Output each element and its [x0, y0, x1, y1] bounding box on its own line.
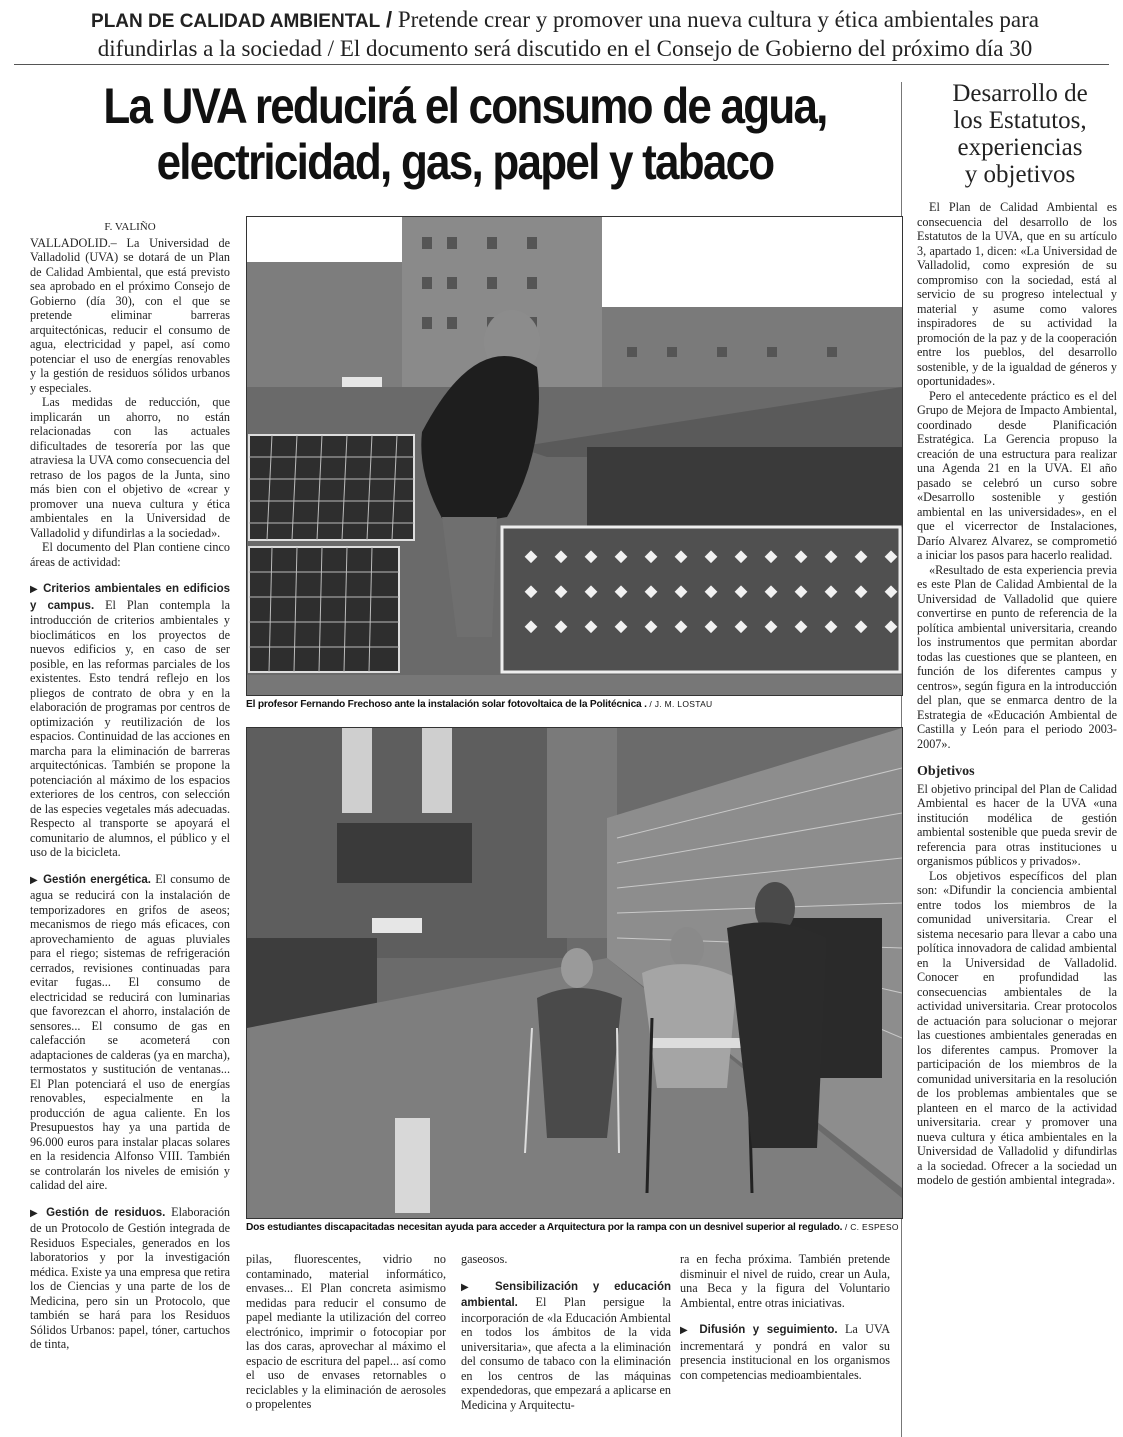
section-text: El Plan contempla la introducción de criterios ambientales y bioclimáticos en los proyectos de nuevos edificios y, en caso de ser posible, en las reformas parciales de los existentes. Esto tendrá reflejo en los pliegos de contrato de obra y en la elaboración de programas por centros de optimización y reutilización de los espacios. Continuidad de las acciones en marcha para la eliminación de barreras arquitectónicas. También se propone la potenciación al máximo de los espacios exteriores de los centros, con selección de las especies vegetales más adecuadas. Respecto al transporte se apoyará el comunitario de alumnos, el público y el uso de la bicicleta.	[30, 597, 231, 859]
solar-panel-right	[502, 527, 900, 672]
sidebar-title	[920, 80, 1120, 188]
headline-line-1: La UVA reducirá el consumo de agua,	[103, 78, 827, 134]
photo-ramp-image	[247, 728, 902, 1218]
section-text: Elaboración de un Protocolo de Gestión integrada de Residuos Especiales, generados en los laboratorios y por la investigación médica. Existe ya una empresa que retira los de Ciencias y una parte de los de Medicina, pero sin un Protocolo, que también se hará para los Residuos Sólidos Urbanos: papel, tóner, cartuchos de tinta,	[30, 1204, 231, 1351]
photo-solar-installation	[246, 216, 903, 696]
bullet-triangle-icon: ▶	[30, 584, 39, 595]
article-section	[30, 1205, 230, 1352]
sidebar-subhead: Objetivos	[917, 764, 975, 779]
article-section	[30, 872, 230, 1193]
section-text: La UVA incrementará y pondrá en valor su presencia institucional en los organismos con competencias medioambientales.	[680, 1322, 890, 1382]
kicker	[60, 6, 1070, 62]
section-title: Gestión de residuos.	[46, 1206, 166, 1219]
photo-credit: / C. ESPESO	[844, 1222, 899, 1232]
building-right	[602, 307, 902, 387]
article-paragraph: Las medidas de reducción, que implicarán un ahorro, no están relacionadas con las actuales dificultades de tesorería por las que atraviesa la UVA como consecuencia del retraso de los pagos de la Junta, sino más bien con el objetivo de «crear y promover una nueva cultura y ética ambientales en la Universidad de Valladolid y difundirlas a la sociedad».	[30, 395, 230, 540]
article-paragraph: VALLADOLID.– La Universidad de Valladolid (UVA) se dotará de un Plan de Calidad Ambiental, que está previsto sea aprobado en el próximo Consejo de Gobierno (día 30), con el que se pretende eliminar barreras arquitectónicas, reducir el consumo de agua, electricidad y papel, así como potenciar el uso de energías renovables y la gestión de residuos sólidos urbanos y especiales.	[30, 235, 230, 395]
section-title: Gestión energética.	[43, 873, 151, 886]
sidebar-paragraph: Pero el antecedente práctico es el del Grupo de Mejora de Impacto Ambiental, coordinado desde Planificación Estratégica. La Gerencia propuso la creación de una estructura para realizar una Agenda 21 en la UVA. El año pasado se celebró un curso sobre «Desarrollo sostenible y gestión ambiental en las universidades», en el que el vicerrector de Instalaciones, Darío Alvarez Alvarez, se comprometió a iniciar los pasos para hacerlo realidad.	[917, 388, 1117, 562]
section-title: Sensibilización y educación ambiental.	[461, 1280, 671, 1309]
article-column-4	[680, 1252, 890, 1382]
section-continuation: pilas, fluorescentes, vidrio no contaminado, material informático, envases... El Plan concreta asimismo medidas para reducir el consumo de papel mediante la utilización del correo electrónico, imprimir o fotocopiar por las dos caras, aprovechar al máximo el espacio de escritura del papel... así como el uso de envases retornables o reciclables y la eliminación de aerosoles o propelentes	[246, 1252, 446, 1411]
sidebar-paragraph: «Resultado de esta experiencia previa es este Plan de Calidad Ambiental de la Universidad de Valladolid que quiere convertirse en punto de referencia de la política ambiental universitaria, creando los instrumentos que permitan abordar todas las cuestiones que se planteen, en función de los diferentes campus y centros», según figura en la introducción del plan, que se enmarca dentro de la Estrategia de «Educación Ambiental de Castilla y León para el periodo 2003-2007».	[917, 562, 1117, 751]
article-section	[680, 1322, 890, 1382]
kicker-text: Pretende crear y promover una nueva cultura y ética ambientales para difundirlas a la sociedad / El documento será discutido en el Consejo de Gobierno del próximo día 30	[97, 7, 1039, 61]
top-divider	[14, 64, 1109, 65]
headline	[91, 78, 839, 190]
section-title: Difusión y seguimiento.	[699, 1324, 838, 1336]
photo-solar-image	[247, 217, 902, 695]
section-continuation: gaseosos.	[461, 1252, 508, 1266]
section-text: El consumo de agua se reducirá con la instalación de temporizadores en grifos de aseos; mecanismos de riego más eficaces, con aprovechamiento de aguas pluviales para el riego; sistemas de refrigeración cerrados, revisiones continuadas para evitar fugas... El consumo de electricidad se reducirá con luminarias que favorezcan el ahorro, instalación de sensores... El consumo de gas en calefacción se acometerá con adaptaciones de calderas (ya en marcha), termostatos y sustitución de ventanas... El Plan potenciará el uso de energías renovables, especialmente en la producción de agua caliente. En los Presupuestos hay ya una partida de 96.000 euros para instalar placas solares en la residencia Alfonso VIII. También se controlarán los niveles de emisión y calidad del aire.	[30, 871, 230, 1192]
caption-text: El profesor Fernando Frechoso ante la instalación solar fotovoltaica de la Politécnica .	[246, 699, 647, 710]
bollard	[395, 1118, 430, 1213]
byline: F. VALIÑO	[104, 221, 156, 233]
sidebar-title-line: los Estatutos,	[953, 107, 1087, 134]
section-text: El Plan persigue la incorporación de «la Educación Ambiental en todos los ámbitos de la vida universitaria», que afecta a la eliminación del consumo de tabaco con la eliminación en los centros de las máquinas expendedoras, que empezará a aplicarse en Medicina y Arquitectu-	[461, 1295, 671, 1412]
sidebar-column	[917, 200, 1117, 1188]
article-column-3	[461, 1252, 671, 1412]
bullet-triangle-icon: ▶	[30, 1207, 41, 1219]
article-section	[30, 581, 230, 860]
sidebar-paragraph: Los objetivos específicos del plan son: «Difundir la conciencia ambiental entre todos los miembros de la comunidad universitaria. Crear el sistema necesario para llevar a cabo una política innovadora de calidad ambiental en la Universidad de Valladolid. Conocer en profundidad las consecuencias ambientales de la actividad universitaria. Crear protocolos de actuación para solucionar o mejorar las cuestiones ambientales generadas en los diferentes campus. Promover la participación de los miembros de la comunidad universitaria en la resolución de los problemas ambientales que se planteen en el marco de la actividad universitaria. crear y promover una nueva cultura y ética ambientales en la Universidad de Valladolid y difundirlas a la sociedad. Ofrecer a la sociedad un modelo de gestión ambiental integrada».	[917, 868, 1117, 1187]
bullet-triangle-icon: ▶	[680, 1325, 692, 1336]
photo-caption	[246, 1222, 899, 1233]
photo-caption	[246, 699, 712, 710]
article-paragraph: El documento del Plan contiene cinco áreas de actividad:	[30, 540, 230, 569]
sidebar-title-line: Desarrollo de	[952, 80, 1088, 107]
section-continuation: ra en fecha próxima. También pretende disminuir el nivel de ruido, crear un Aula, una Beca y la figura del Voluntario Ambiental, entre otras iniciativas.	[680, 1252, 890, 1310]
bullet-triangle-icon: ▶	[30, 874, 39, 886]
column	[547, 728, 617, 938]
sidebar-paragraph: El Plan de Calidad Ambiental es consecuencia del desarrollo de los Estatutos de la UVA, que en su artículo 3, apartado 1, dicen: «La Universidad de Valladolid, como expresión de su compromiso con la sociedad, está al servicio de su progreso intelectual y material y asume como valores inspiradores de su actividad la promoción de la paz y de la cooperación entre los pueblos, del desarrollo sostenible, y de la igualdad de géneros y oportunidades».	[917, 200, 1117, 388]
headline-line-2: electricidad, gas, papel y tabaco	[156, 134, 774, 190]
article-section	[461, 1279, 671, 1413]
article-column-2	[246, 1252, 446, 1412]
sidebar-title-line: y objetivos	[964, 161, 1076, 188]
caption-text: Dos estudiantes discapacitadas necesitan ayuda para acceder a Arquitectura por la rampa con un desnivel superior al regulado.	[246, 1222, 843, 1233]
sidebar-paragraph: El objetivo principal del Plan de Calidad Ambiental es hacer de la UVA «una institución modélica de gestión ambiental sostenible que pueda srevir de referencia para otras instituciones u organismos públicos y privados».	[917, 781, 1117, 868]
sidebar-title-line: experiencias	[957, 134, 1083, 161]
photo-ramp-students	[246, 727, 903, 1219]
bullet-triangle-icon: ▶	[461, 1281, 481, 1293]
section-tag: PLAN DE CALIDAD AMBIENTAL	[91, 11, 381, 32]
section-title: Criterios ambientales en edificios y campus.	[30, 583, 230, 612]
solar-panel-left	[249, 435, 414, 672]
photo-credit: / J. M. LOSTAU	[649, 699, 713, 709]
article-column-1	[30, 220, 230, 1352]
kicker-separator: /	[385, 7, 393, 32]
